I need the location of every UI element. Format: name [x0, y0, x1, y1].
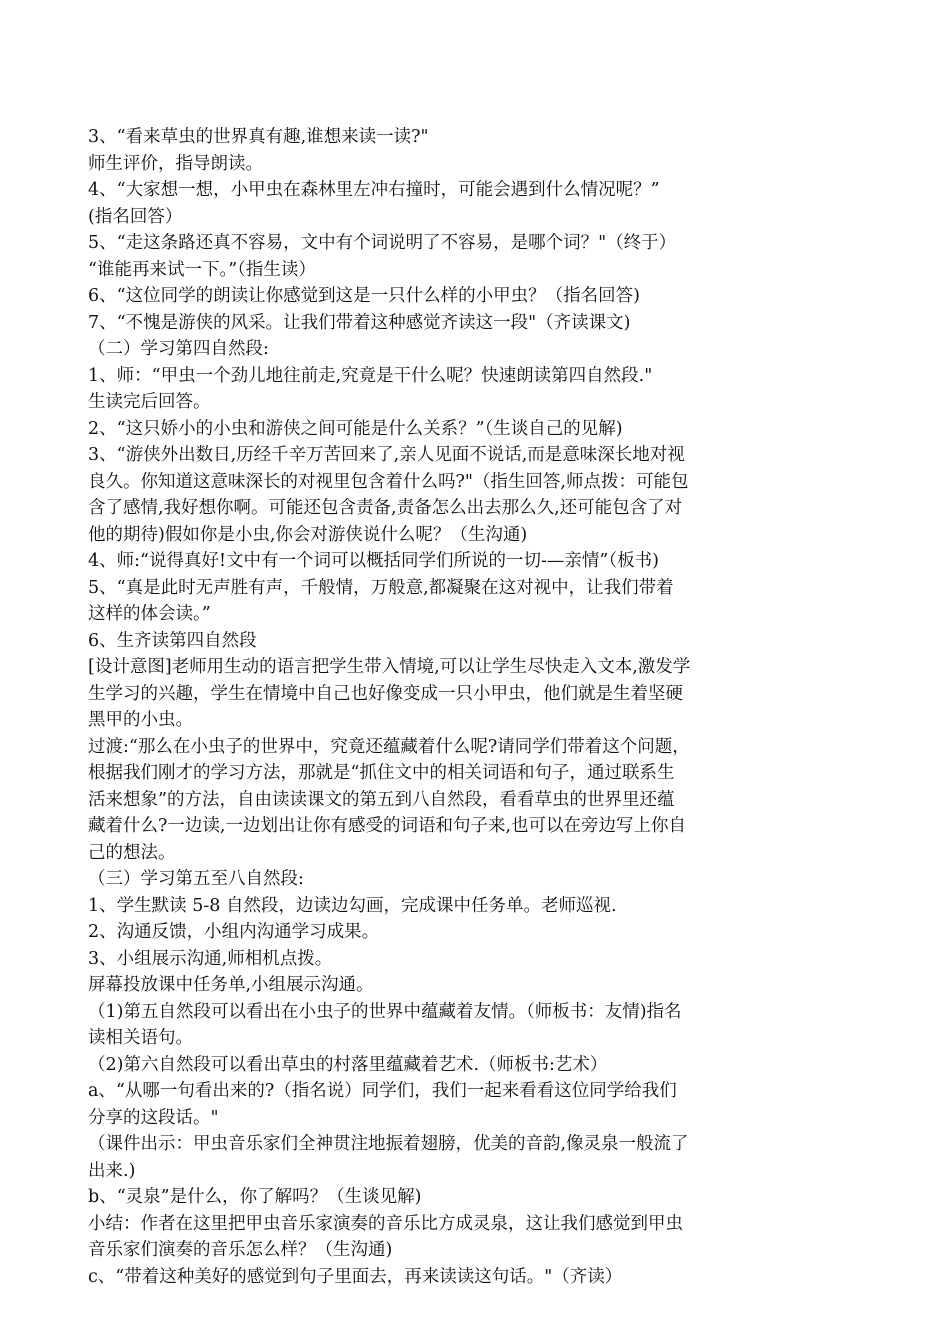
transition-line: 藏着什么?一边读,一边划出让你有感受的词语和句子来,也可以在旁边写上你自: [88, 816, 687, 836]
text-line: 这样的体会读。”: [88, 604, 211, 624]
text-line: 3、小组展示沟通,师相机点拨。: [88, 948, 333, 969]
text-line: （1)第五自然段可以看出在小虫子的世界中蕴藏着友情。（师板书：友情)指名: [88, 1001, 682, 1022]
transition-line: 活来想象”的方法，自由读读课文的第五到八自然段，看看草虫的世界里还蕴: [88, 789, 675, 810]
text-line: 音乐家们演奏的音乐怎么样？（生沟通): [88, 1240, 393, 1260]
text-line: 6、生齐读第四自然段: [88, 630, 257, 651]
section-heading: （三）学习第五至八自然段:: [88, 869, 304, 889]
design-intent-line: 生学习的兴趣，学生在情境中自己也好像变成一只小甲虫，他们就是生着坚硬: [88, 683, 683, 704]
text-line: 分享的这段话。": [88, 1107, 219, 1128]
text-line: 师生评价，指导朗读。: [88, 153, 263, 174]
text-line: 读相关语句。: [88, 1028, 193, 1048]
text-line: 4、师:“说得真好!文中有一个词可以概括同学们所说的一切-—亲情”（板书): [88, 551, 659, 571]
text-line: 1、学生默读 5-8 自然段，边读边勾画，完成课中任务单。老师巡视.: [88, 895, 617, 916]
text-line: “谁能再来试一下。”（指生读）: [88, 259, 316, 280]
text-line: 3、“游侠外出数日,历经千辛万苦回来了,亲人见面不说话,而是意味深长地对视: [88, 445, 685, 465]
design-intent-line: [设计意图]老师用生动的语言把学生带入情境,可以让学生尽快走入文本,激发学: [88, 657, 691, 677]
text-line: 4、“大家想一想，小甲虫在森林里左冲右撞时，可能会遇到什么情况呢？”: [88, 180, 660, 200]
text-line: 生读完后回答。: [88, 392, 211, 412]
text-line: 5、“真是此时无声胜有声，千般情，万般意,都凝聚在这对视中，让我们带着: [88, 577, 674, 598]
text-line: 良久。你知道这意味深长的对视里包含着什么吗?"（指生回答,师点拨：可能包: [88, 471, 689, 492]
text-line: 6、“这位同学的朗读让你感觉到这是一只什么样的小甲虫？（指名回答): [88, 286, 640, 306]
text-line: 小结：作者在这里把甲虫音乐家演奏的音乐比方成灵泉，这让我们感觉到甲虫: [88, 1213, 683, 1234]
text-line: c、“带着这种美好的感觉到句子里面去，再来读读这句话。"（齐读）: [88, 1266, 623, 1287]
text-line: （课件出示：甲虫音乐家们全神贯注地振着翅膀，优美的音韵,像灵泉一般流了: [88, 1134, 689, 1154]
text-line: (指名回答）: [88, 206, 183, 227]
document-page: [88, 124, 868, 1290]
transition-line: 根据我们刚才的学习方法，那就是“抓住文中的相关词语和句子，通过联系生: [88, 763, 675, 783]
text-line: 2、“这只娇小的小虫和游侠之间可能是什么关系？”（生谈自己的见解): [88, 418, 623, 439]
text-line: （2)第六自然段可以看出草虫的村落里蕴藏着艺术.（师板书:艺术）: [88, 1054, 608, 1075]
section-heading: （二）学习第四自然段:: [88, 339, 269, 359]
transition-line: 己的想法。: [88, 842, 176, 863]
text-line: 5、“走这条路还真不容易，文中有个词说明了不容易，是哪个词？"（终于）: [88, 233, 677, 253]
text-line: 1、师：“甲虫一个劲儿地往前走,究竟是干什么呢？快速朗读第四自然段.": [88, 365, 653, 386]
text-line: 出来.): [88, 1160, 136, 1181]
text-line: 7、“不愧是游侠的风采。让我们带着这种感觉齐读这一段"（齐读课文): [88, 312, 631, 333]
text-line: 3、“看来草虫的世界真有趣,谁想来读一读?": [88, 127, 429, 147]
text-line: 屏幕投放课中任务单,小组展示沟通。: [88, 975, 374, 995]
transition-line: 过渡:“那么在小虫子的世界中，究竟还蕴藏着什么呢?请同学们带着这个问题，: [88, 736, 690, 757]
text-line: a、“从哪一句看出来的?（指名说）同学们，我们一起来看看这位同学给我们: [88, 1081, 677, 1101]
text-line: b、“灵泉”是什么，你了解吗？（生谈见解): [88, 1187, 422, 1207]
text-line: 含了感情,我好想你啊。可能还包含责备,责备怎么出去那么久,还可能包含了对: [88, 498, 683, 518]
text-line: 2、沟通反馈，小组内沟通学习成果。: [88, 922, 380, 942]
design-intent-line: 黑甲的小虫。: [88, 710, 193, 730]
text-line: 他的期待)假如你是小虫,你会对游侠说什么呢？（生沟通): [88, 524, 528, 545]
